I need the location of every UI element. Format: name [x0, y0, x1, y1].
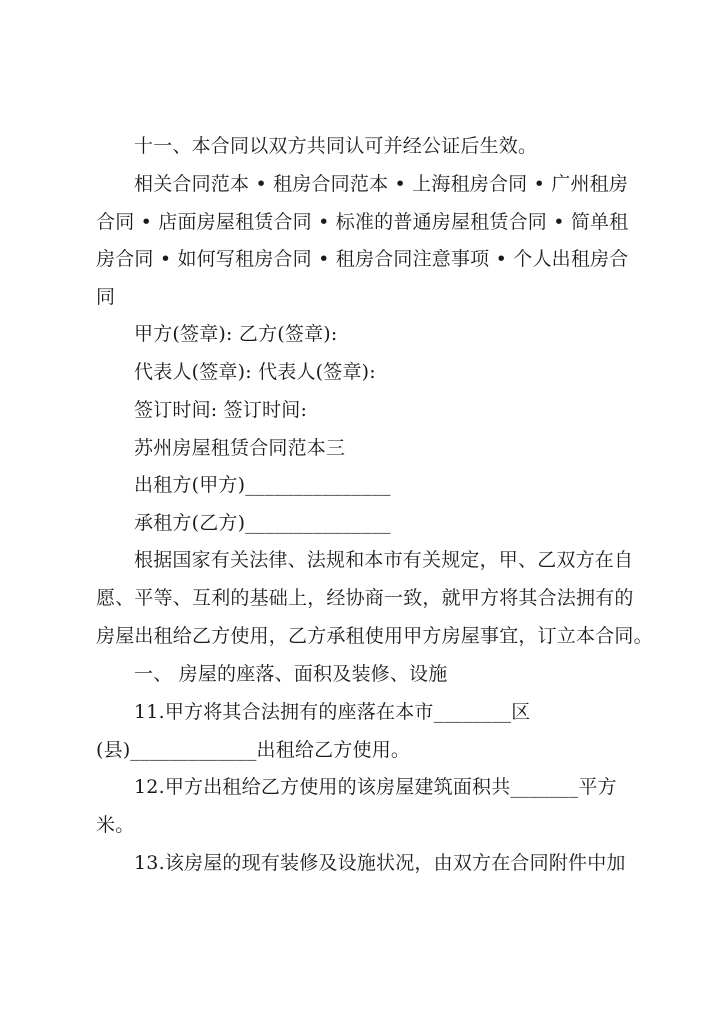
clause-11-line-1: 11.甲方将其合法拥有的座落在本市________区	[134, 701, 531, 723]
signature-representative-line: 代表人(签章): 代表人(签章):	[134, 361, 376, 383]
lessee-line: 承租方(乙方)_______________	[134, 512, 391, 534]
clause-eleven: 十一、本合同以双方共同认可并经公证后生效。	[134, 135, 538, 157]
clause-11-line-2: (县)_____________出租给乙方使用。	[96, 739, 411, 761]
preamble-line-3: 房屋出租给乙方使用，乙方承租使用甲方房屋事宜，订立本合同。	[96, 625, 653, 647]
clause-12-line-2: 米。	[96, 814, 135, 836]
section-title: 苏州房屋租赁合同范本三	[134, 437, 346, 459]
article-one-heading: 一、 房屋的座落、面积及装修、设施	[134, 663, 448, 685]
preamble-line-2: 愿、平等、互利的基础上，经协商一致，就甲方将其合法拥有的	[96, 587, 634, 609]
signing-date-line: 签订时间: 签订时间:	[134, 399, 308, 421]
related-templates-line-3: 房合同 • 如何写租房合同 • 租房合同注意事项 • 个人出租房合	[96, 248, 629, 270]
related-templates-line-4: 同	[96, 286, 116, 308]
lessor-line: 出租方(甲方)_______________	[134, 474, 391, 496]
signature-party-line: 甲方(签章): 乙方(签章):	[134, 323, 338, 345]
related-templates-line-2: 合同 • 店面房屋租赁合同 • 标准的普通房屋租赁合同 • 简单租	[96, 211, 629, 233]
related-templates-line-1: 相关合同范本 • 租房合同范本 • 上海租房合同 • 广州租房	[134, 173, 629, 195]
clause-12-line-1: 12.甲方出租给乙方使用的该房屋建筑面积共_______平方	[134, 776, 617, 798]
clause-13-line-1: 13.该房屋的现有装修及设施状况，由双方在合同附件中加	[134, 852, 626, 874]
preamble-line-1: 根据国家有关法律、法规和本市有关规定，甲、乙双方在自	[134, 549, 634, 571]
